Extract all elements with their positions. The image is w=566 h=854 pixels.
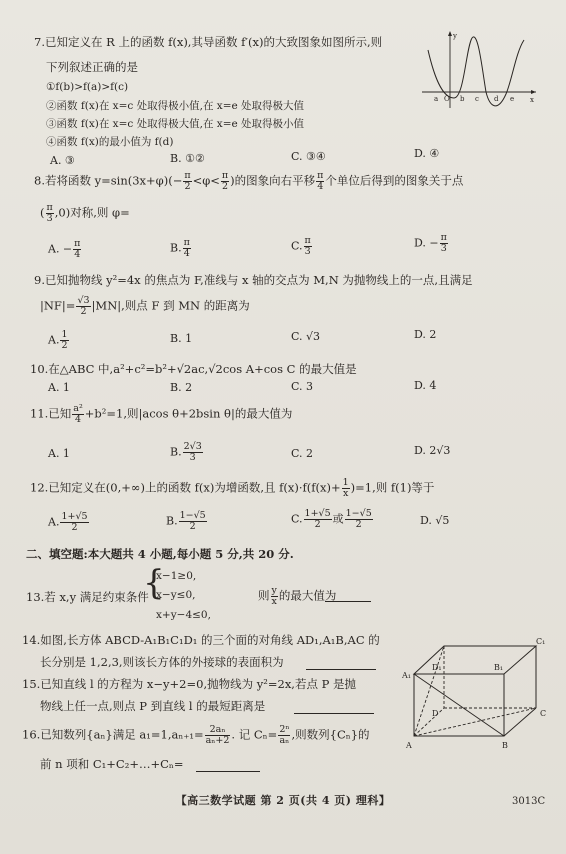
q10-option-c: C. 3 <box>291 380 314 393</box>
q13-brace: { <box>143 563 165 603</box>
q7-item-3: ③函数 f(x)在 x=c 处取得极大值,在 x=e 处取得极小值 <box>46 118 305 130</box>
q9-option-b: B. 1 <box>170 332 193 345</box>
q7-option-c: C. ③④ <box>291 150 326 163</box>
q14-stem-2: 长分别是 1,2,3,则该长方体的外接球的表面积为 <box>40 655 284 669</box>
q10-option-b: B. 2 <box>170 381 193 394</box>
q15-answer-blank[interactable] <box>294 713 374 714</box>
q13-question: 则 $\frac{y}{x}$ 的最大值为 <box>258 585 337 607</box>
q13-answer-blank[interactable] <box>325 601 371 602</box>
q12-option-c: C. $\frac{1+√5}{2}$ 或 $\frac{1-√5}{2}$ <box>291 508 372 530</box>
q16-stem: 16.已知数列{aₙ}满足 a₁=1,aₙ₊₁= $\frac{\text{2aₙ}}{\text{aₙ+2}}$ . 记 Cₙ= $\frac{\text{2ⁿ}}{\text{aₙ}}$ ,则数列{Cₙ}的 <box>22 724 370 746</box>
q8-option-d: D. − $\frac{\pi}{3}$ <box>414 232 447 254</box>
q14-cuboid-figure <box>402 636 552 754</box>
q8-stem: 8.若将函数 y=sin(3x+φ)(− $\frac{\pi}{2}$ <φ< $\frac{\pi}{2}$ )的图象向右平移 $\frac{\pi}{4}$ 个单位后得到的图象关于点 <box>34 170 464 192</box>
q14-label-a: A <box>406 741 412 750</box>
q7-graph-label-a: a <box>434 95 439 103</box>
q7-item-4: ④函数 f(x)的最小值为 f(d) <box>46 136 174 148</box>
q8-stem-2: ( $\frac{\pi}{3}$ ,0)对称,则 φ= <box>40 202 130 224</box>
q11-option-b: B. $\frac{2√3}{3}$ <box>170 441 202 463</box>
q7-graph-label-d: d <box>494 95 499 103</box>
q14-label-c1: C₁ <box>536 637 546 646</box>
q14-label-c: C <box>540 709 547 718</box>
q12-option-d: D. √5 <box>420 514 450 527</box>
q13-constraint-2: x−y≤0, <box>156 589 196 601</box>
q14-answer-blank[interactable] <box>306 669 376 670</box>
q11-option-d: D. 2√3 <box>414 444 451 457</box>
q7-graph-label-c: c <box>475 95 479 103</box>
q13-stem: 13.若 x,y 满足约束条件 <box>26 590 149 604</box>
q12-option-a: A. $\frac{1+√5}{2}$ <box>48 511 88 533</box>
q10-option-d: D. 4 <box>414 379 437 392</box>
q7-item-2: ②函数 f(x)在 x=c 处取得极小值,在 x=e 处取得极大值 <box>46 100 305 112</box>
q7-graph-label-y: y <box>453 32 457 40</box>
q7-item-1: ①f(b)>f(a)>f(c) <box>46 81 129 93</box>
section-heading-fill-in: 二、填空题:本大题共 4 小题,每小题 5 分,共 20 分. <box>26 547 294 561</box>
q7-option-a: A. ③ <box>50 154 75 167</box>
q9-stem-2: |NF|= $\frac{√3}{2}$ |MN|,则点 F 到 MN 的距离为 <box>40 295 250 317</box>
q8-option-c: C. $\frac{\pi}{3}$ <box>291 235 311 257</box>
q14-label-b: B <box>502 741 508 750</box>
q14-label-a1: A₁ <box>402 671 411 680</box>
page-footer: 【高三数学试题 第 2 页(共 4 页) 理科】 <box>175 794 391 807</box>
q16-stem-2: 前 n 项和 C₁+C₂+…+Cₙ= <box>40 757 184 771</box>
q7-stem-2: 下列叙述正确的是 <box>46 60 138 74</box>
q12-option-b: B. $\frac{1-√5}{2}$ <box>166 510 206 532</box>
q9-option-c: C. √3 <box>291 330 321 343</box>
q10-stem: 10.在△ABC 中,a²+c²=b²+√2ac,√2cos A+cos C 的最大值是 <box>30 362 357 376</box>
q15-stem-2: 物线上任一点,则点 P 到直线 l 的最短距离是 <box>40 699 266 713</box>
q7-option-d: D. ④ <box>414 147 440 160</box>
q7-graph-label-x: x <box>530 96 534 104</box>
q13-constraint-1: x−1≥0, <box>156 570 197 582</box>
q8-option-b: B. $\frac{\pi}{4}$ <box>170 237 190 259</box>
q11-stem: 11.已知 $\frac{\text{a²}}{4}$ +b²=1,则|acos θ+2bsin θ|的最大值为 <box>30 403 293 425</box>
q16-answer-blank[interactable] <box>196 771 260 772</box>
q12-stem: 12.已知定义在(0,+∞)上的函数 f(x)为增函数,且 f(x)·f(f(x)+ $\frac{1}{x}$ )=1,则 f(1)等于 <box>30 477 435 499</box>
paper-code: 3013C <box>512 796 546 807</box>
q9-option-d: D. 2 <box>414 328 437 341</box>
q10-option-a: A. 1 <box>48 381 70 394</box>
q7-stem: 7.已知定义在 R 上的函数 f(x),其导函数 f′(x)的大致图象如图所示,则 <box>34 35 383 49</box>
q11-option-a: A. 1 <box>48 447 70 460</box>
q14-label-d: D <box>432 709 439 718</box>
q14-label-d1: D₁ <box>432 663 442 672</box>
q8-option-a: A. − $\frac{\pi}{4}$ <box>48 238 81 260</box>
q11-option-c: C. 2 <box>291 447 314 460</box>
q15-stem: 15.已知直线 l 的方程为 x−y+2=0,抛物线为 y²=2x,若点 P 是抛 <box>22 677 357 691</box>
q13-constraint-3: x+y−4≤0, <box>156 609 211 621</box>
q7-graph-label-b: b <box>460 95 465 103</box>
q7-graph-label-e: e <box>510 95 515 103</box>
q14-label-b1: B₁ <box>494 663 504 672</box>
q7-option-b: B. ①② <box>170 152 205 165</box>
q7-derivative-graph <box>420 28 540 110</box>
q9-stem: 9.已知抛物线 y²=4x 的焦点为 F,准线与 x 轴的交点为 M,N 为抛物线上的一点,且满足 <box>34 273 473 287</box>
q7-graph-label-o: O <box>444 95 450 103</box>
q14-stem: 14.如图,长方体 ABCD-A₁B₁C₁D₁ 的三个面的对角线 AD₁,A₁B,AC 的 <box>22 633 380 647</box>
q9-option-a: A. $\frac{1}{2}$ <box>48 329 68 351</box>
